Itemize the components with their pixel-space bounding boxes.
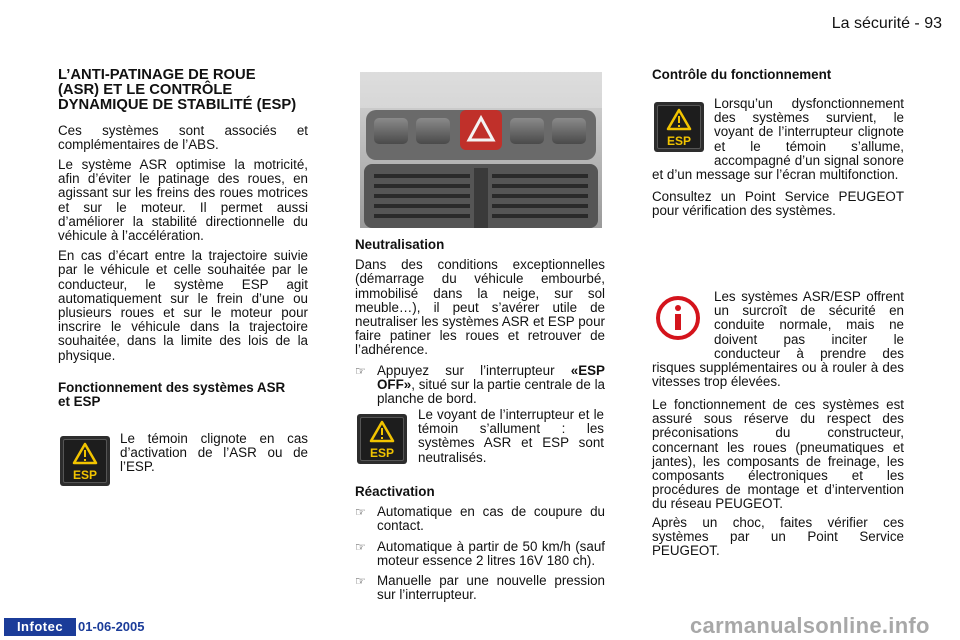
reactivation-bullet: ☞ Automatique en cas de coupure du contact. (355, 504, 605, 534)
pointing-hand-icon: ☞ (355, 363, 366, 378)
safety-note: Les systèmes ASR/ESP offrent un surcroît de sécurité en conduite normale, mais ne doivent pas inciter le conducteur à prendre des risques supplémentaires ou à rouler à des vitesses trop élevées. (652, 289, 904, 390)
pointing-hand-icon: ☞ (355, 574, 366, 589)
esp-warning-icon (60, 436, 110, 486)
neutralisation-paragraph: Dans des conditions exceptionnelles (démarrage du véhicule embourbé, immobilisé dans la neige, sur sol meuble…), il peut s’avérer utile de neutraliser les systèmes ASR et ESP pour faire patiner les roues et retrouver de l’adhérence. (355, 257, 605, 358)
neutralisation-title: Neutralisation (355, 237, 445, 252)
esp-neutralised-note: Le voyant de l’interrupteur et le témoin s’allument : les systèmes ASR et ESP sont neutralisés. (418, 407, 604, 465)
reactivation-title: Réactivation (355, 484, 435, 499)
operation-subtitle: Fonctionnement des systèmes ASR et ESP (58, 379, 286, 410)
service-paragraph: Consultez un Point Service PEUGEOT pour vérification des systèmes. (652, 189, 904, 219)
esp-paragraph: En cas d’écart entre la trajectoire suivie par le véhicule et celle souhaitée par le conducteur, le système ESP agit automatiquement sur le frein d’une ou plusieurs roues et sur le moteur pour inscrire le véhicule dans la trajectoire souhaitée, dans la limite des lois de la physique. (58, 248, 308, 363)
middle-column (355, 238, 605, 412)
esp-icon-label: ESP (369, 446, 395, 460)
esp-warning-icon-middle (357, 414, 407, 464)
esp-off-label: «ESP OFF» (377, 362, 605, 392)
neutralisation-bullet: ☞ Appuyez sur l’interrupteur «ESP OFF», situé sur la partie centrale de la planche de bord. (355, 362, 605, 407)
reactivation-block (355, 485, 605, 608)
after-crash-paragraph: Après un choc, faites vérifier ces systèmes par un Point Service PEUGEOT. (652, 515, 904, 559)
intro-paragraph: Ces systèmes sont associés et complémentaires de l’ABS. (58, 122, 308, 152)
footer-date: 01-06-2005 (78, 619, 145, 634)
asr-paragraph: Le système ASR optimise la motricité, afin d’éviter le patinage des roues, en agissant sur les freins des roues motrices et sur le moteur. Il permet aussi d’améliorer la stabilité directionnelle du véhicule à l’accélération. (58, 157, 308, 244)
left-column (58, 68, 308, 409)
esp-blink-note: Le témoin clignote en cas d’activation de l’ASR ou de l’ESP. (120, 431, 308, 475)
esp-icon-label: ESP (72, 468, 98, 482)
conditions-paragraph: Le fonctionnement de ces systèmes est assuré sous réserve du respect des préconisations du constructeur, concernant les roues (pneumatiques et jantes), les composants de freinage, les composants électroniques et les procédures de montage et d’intervention du réseau PEUGEOT. (652, 397, 904, 512)
section-title: L’ANTI-PATINAGE DE ROUE (ASR) ET LE CONTRÔLE DYNAMIQUE DE STABILITÉ (ESP) (58, 67, 297, 114)
infotec-logo: Infotec (4, 618, 76, 636)
reactivation-bullet: ☞ Automatique à partir de 50 km/h (sauf moteur essence 2 litres 16V 180 ch). (355, 538, 605, 568)
pointing-hand-icon: ☞ (355, 539, 366, 554)
dashboard-image (360, 72, 602, 228)
page-header: La sécurité - 93 (831, 15, 942, 32)
watermark: carmanualsonline.info (690, 613, 930, 638)
pointing-hand-icon: ☞ (355, 505, 366, 520)
reactivation-bullet: ☞ Manuelle par une nouvelle pression sur l’interrupteur. (355, 573, 605, 603)
esp-icon-label: ESP (666, 134, 692, 148)
control-title: Contrôle du fonctionnement (652, 67, 832, 82)
malfunction-note: Lorsqu’un dysfonctionnement des systèmes survient, le voyant de l’interrupteur clignote et le témoin s’allume, accompagné d’un signal sonore et d’un message sur l’écran multifonction. (652, 96, 904, 183)
